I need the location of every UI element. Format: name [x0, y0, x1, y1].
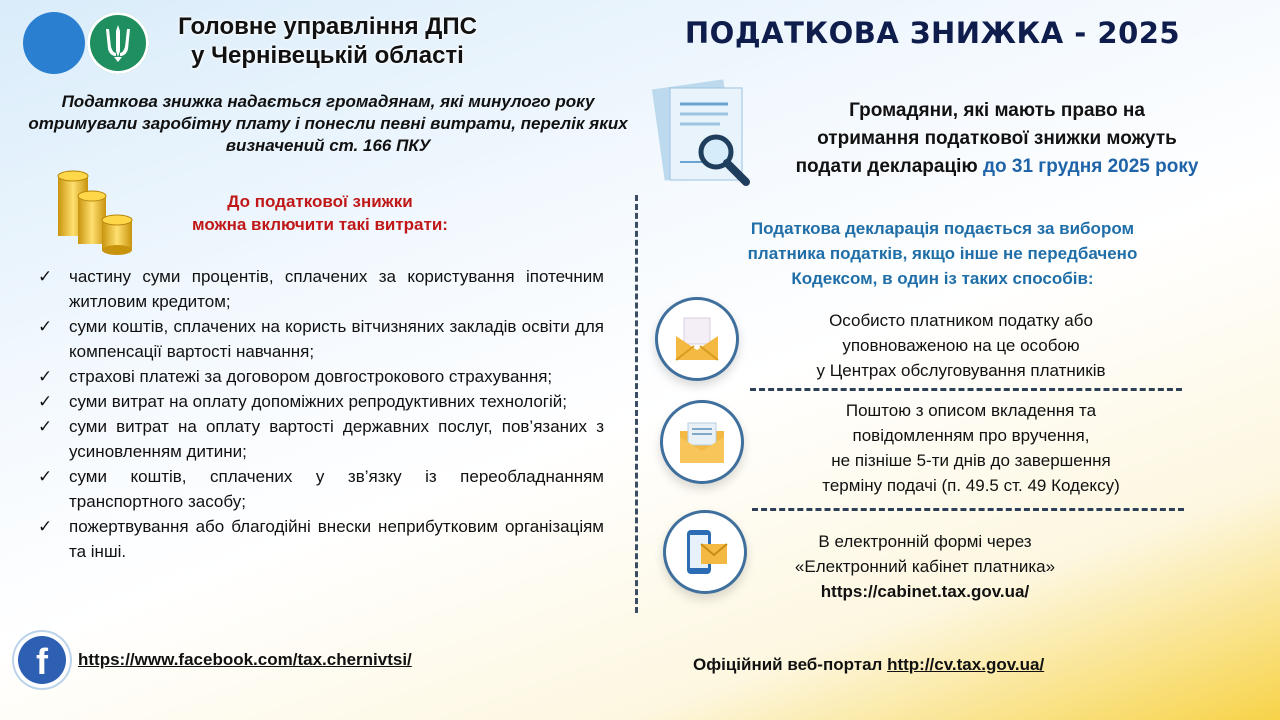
list-item-text: суми коштів, сплачених у зв’язку із переобладнанням транспортного засобу; [69, 467, 604, 511]
method2-line4: терміну подачі (п. 49.5 ст. 49 Кодексу) [822, 476, 1120, 495]
list-item-text: суми витрат на оплату вартості державних послуг, пов’язаних з усиновленням дитини; [69, 417, 604, 461]
list-item [38, 314, 604, 364]
declaration-line3: Кодексом, в один із таких способів: [791, 269, 1094, 288]
checkmark-icon: ✓ [38, 267, 53, 286]
mail-envelope-icon [660, 400, 744, 484]
method-in-person [750, 308, 1172, 383]
deadline-line2: отримання податкової знижки можуть [817, 128, 1177, 149]
list-item-text: суми коштів, сплачених на користь вітчизняних закладів освіти для компенсації вартості навчання; [69, 317, 604, 361]
official-portal [693, 655, 1044, 675]
facebook-link[interactable]: https://www.facebook.com/tax.chernivtsi/ [78, 650, 412, 669]
deadline-date: до 31 грудня 2025 року [982, 156, 1199, 177]
method1-line1: Особисто платником податку або [829, 311, 1093, 330]
list-item [38, 414, 604, 464]
declaration-line2: платника податків, якщо інше не передбачено [747, 244, 1138, 263]
cabinet-link[interactable]: https://cabinet.tax.gov.ua/ [820, 582, 1030, 601]
organization-title-line1: Головне управління ДПС [178, 13, 477, 40]
page-title: ПОДАТКОВА ЗНИЖКА - 2025 [684, 16, 1181, 50]
list-item [38, 464, 604, 514]
method-electronic [760, 529, 1090, 604]
method2-line1: Поштою з описом вкладення та [845, 401, 1097, 420]
horizontal-divider [750, 388, 1182, 391]
declaration-methods-heading [680, 216, 1205, 291]
list-item [38, 364, 604, 389]
logo-blue-circle [23, 12, 85, 74]
expenses-heading-line2: можна включити такі витрати: [192, 215, 448, 234]
organization-title-line2: у Чернівецькій області [191, 42, 464, 69]
coins-icon [50, 168, 140, 258]
deadline-line3: подати декларацію [795, 156, 983, 177]
checkmark-icon: ✓ [38, 367, 53, 386]
method-by-post [760, 398, 1182, 498]
list-item-text: страхові платежі за договором довгострокового страхування; [69, 367, 553, 386]
document-search-icon [650, 78, 760, 188]
list-item-text: суми витрат на оплату допоміжних репродуктивних технологій; [69, 392, 568, 411]
method2-line3: не пізніше 5-ти днів до завершення [831, 451, 1111, 470]
list-item [38, 514, 604, 564]
list-item-text: частину суми процентів, сплачених за користування іпотечним житловим кредитом; [69, 267, 604, 311]
method3-line2: «Електронний кабінет платника» [794, 557, 1056, 576]
list-item [38, 389, 604, 414]
deadline-text [752, 97, 1242, 181]
portal-label: Офіційний веб-портал [693, 655, 888, 674]
phone-email-icon [663, 510, 747, 594]
deadline-line3-wrap [752, 153, 1242, 181]
expenses-list [38, 264, 604, 564]
trident-logo [87, 12, 149, 74]
facebook-glyph: f [18, 636, 66, 684]
checkmark-icon: ✓ [38, 317, 53, 336]
method1-line3: у Центрах обслуговування платників [816, 361, 1106, 380]
list-item [38, 264, 604, 314]
horizontal-divider [752, 508, 1184, 511]
facebook-icon[interactable] [14, 632, 70, 688]
expenses-heading-line1: До податкової знижки [227, 192, 413, 211]
trident-icon [98, 21, 138, 65]
method3-line1: В електронній формі через [818, 532, 1032, 551]
vertical-divider [635, 195, 638, 613]
checkmark-icon: ✓ [38, 417, 53, 436]
method1-line2: уповноваженою на це особою [842, 336, 1080, 355]
checkmark-icon: ✓ [38, 467, 53, 486]
checkmark-icon: ✓ [38, 517, 53, 536]
organization-title [155, 12, 500, 70]
deadline-line1: Громадяни, які мають право на [849, 100, 1145, 121]
portal-link[interactable]: http://cv.tax.gov.ua/ [887, 655, 1045, 674]
list-item-text: пожертвування або благодійні внески неприбутковим організаціям та інші. [69, 517, 604, 561]
expenses-heading [140, 190, 500, 236]
declaration-line1: Податкова декларація подається за вибором [750, 219, 1135, 238]
intro-text: Податкова знижка надається громадянам, які минулого року отримували заробітну плату і понесли певні витрати, перелік яких визначений ст. 166 ПКУ [28, 92, 628, 155]
envelope-letter-icon [655, 297, 739, 381]
method2-line2: повідомленням про вручення, [852, 426, 1090, 445]
checkmark-icon: ✓ [38, 392, 53, 411]
